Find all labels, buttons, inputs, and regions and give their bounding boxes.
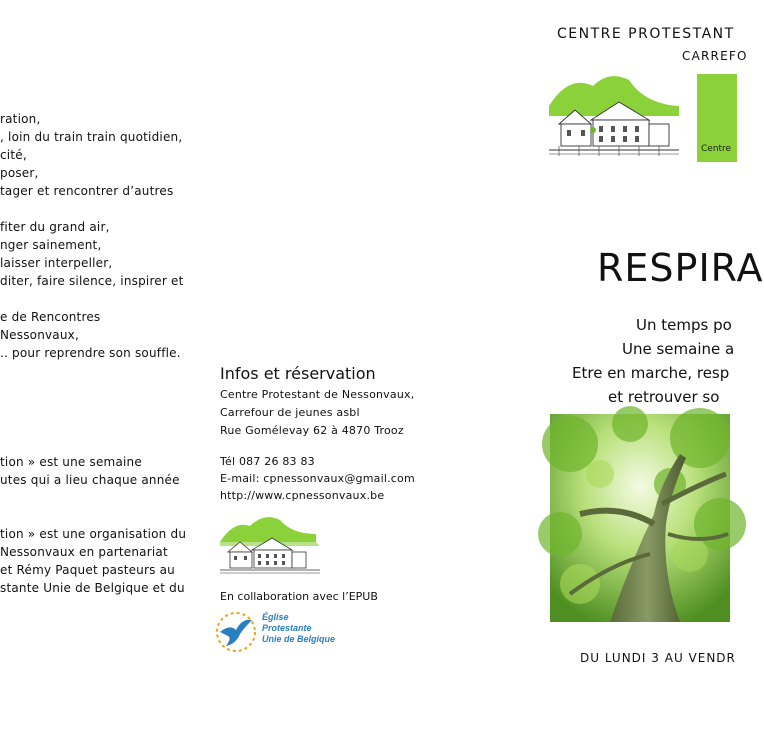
tree-photo (550, 414, 730, 622)
text-line: ration, (0, 112, 41, 126)
infos-title: Infos et réservation (220, 364, 376, 383)
left-paragraph-4 (0, 453, 180, 489)
text-line: fiter du grand air, (0, 220, 110, 234)
left-paragraph-5 (0, 525, 186, 597)
infos-line: Carrefour de jeunes asbl (220, 406, 360, 419)
text-line: tion » est une semaine (0, 455, 142, 469)
subtitle-line: Un temps po (636, 316, 732, 334)
house-illustration-small (220, 512, 328, 576)
text-line: tager et rencontrer d’autres (0, 184, 174, 198)
subtitle-line: Une semaine a (622, 340, 735, 358)
text-line: et Rémy Paquet pasteurs au (0, 563, 175, 577)
logo-text-line: Protestante (262, 623, 312, 633)
text-line: utes qui a lieu chaque année (0, 473, 180, 487)
infos-line: Centre Protestant de Nessonvaux, (220, 388, 415, 401)
header-line-1: CENTRE PROTESTANT (557, 26, 735, 42)
house-illustration-large (549, 70, 695, 160)
left-paragraph-1 (0, 110, 182, 200)
logo-text-line: Église (262, 612, 289, 622)
left-paragraph-2 (0, 218, 184, 290)
collaboration-text: En collaboration avec l’EPUB (220, 590, 378, 603)
website-link[interactable]: http://www.cpnessonvaux.be (220, 489, 385, 502)
text-line: poser, (0, 166, 39, 180)
phone-text: Tél 087 26 83 83 (220, 455, 315, 468)
infos-line: Rue Gomélevay 62 à 4870 Trooz (220, 424, 404, 437)
text-line: , loin du train train quotidien, (0, 130, 183, 144)
main-title: RESPIRA (597, 246, 764, 290)
email-text: E-mail: cpnessonvaux@gmail.com (220, 472, 415, 485)
subtitle-line: et retrouver so (608, 388, 720, 406)
epub-logo (214, 610, 344, 654)
logo-text-line: Unie de Belgique (262, 634, 336, 644)
text-line: tion » est une organisation du (0, 527, 187, 541)
text-line: laisser interpeller, (0, 256, 113, 270)
dove-icon (214, 610, 258, 654)
left-paragraph-3 (0, 308, 181, 362)
text-line: stante Unie de Belgique et du (0, 581, 185, 595)
text-line: cité, (0, 148, 27, 162)
green-block-label: Centre (701, 144, 732, 154)
subtitle-line: Etre en marche, resp (572, 364, 730, 382)
event-dates: DU LUNDI 3 AU VENDR (580, 651, 736, 665)
text-line: Nessonvaux en partenariat (0, 545, 168, 559)
text-line: e de Rencontres (0, 310, 101, 324)
header-line-2: CARREFO (682, 49, 748, 63)
text-line: diter, faire silence, inspirer et (0, 274, 184, 288)
text-line: Nessonvaux, (0, 328, 79, 342)
text-line: .. pour reprendre son souffle. (0, 346, 181, 360)
text-line: nger sainement, (0, 238, 102, 252)
